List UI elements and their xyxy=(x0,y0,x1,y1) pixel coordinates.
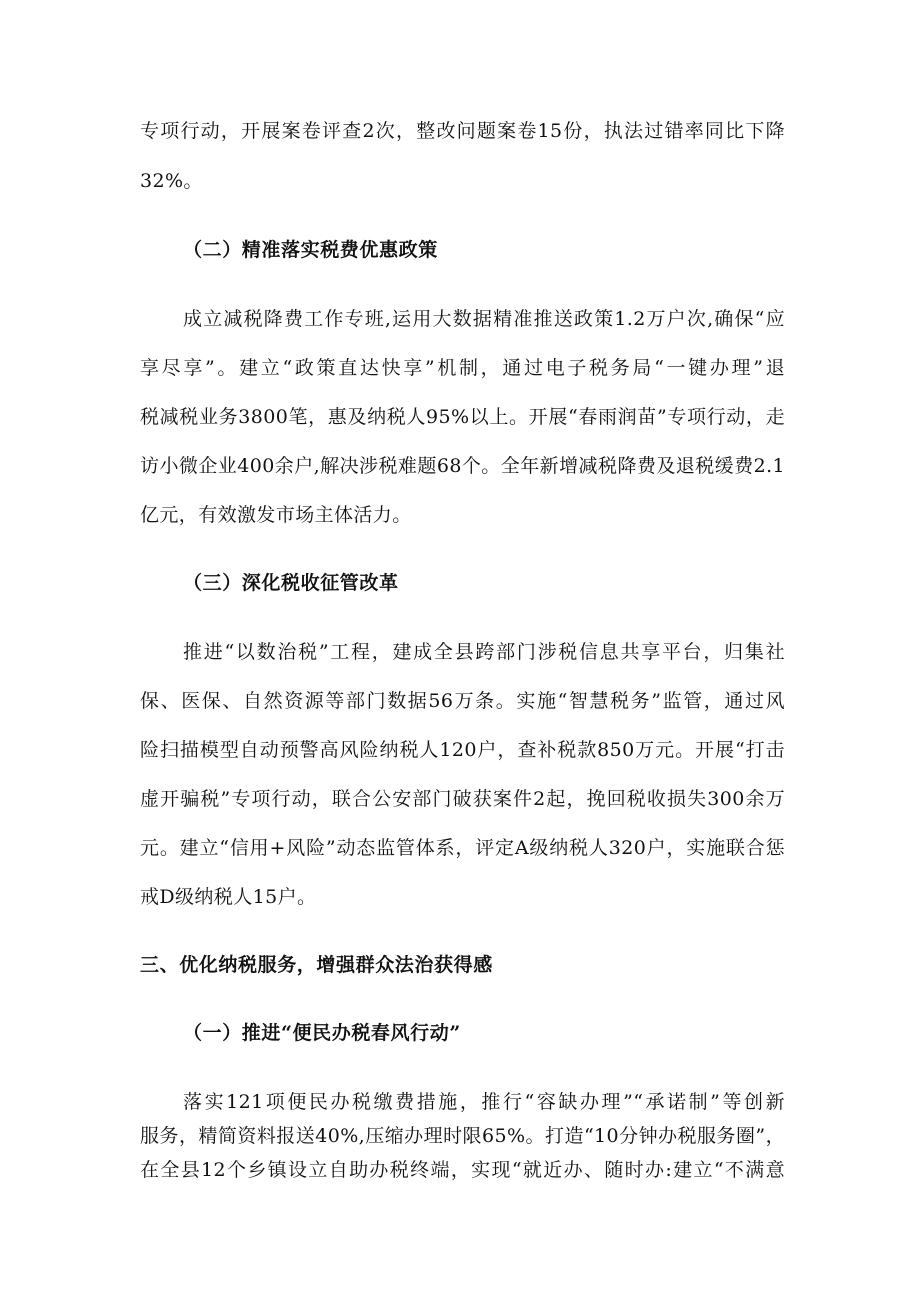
paragraph-line: 32%。 xyxy=(140,170,203,192)
section-heading: （二）精准落实税费优惠政策 xyxy=(183,239,438,261)
paragraph-line: 险扫描模型自动预警高风险纳税人120户，查补税款850万元。开展“打击 xyxy=(140,739,785,761)
section-heading: （三）深化税收征管改革 xyxy=(183,572,399,594)
paragraph-line: 访小微企业400余户,解决涉税难题68个。全年新增减税降费及退税缓费2.1 xyxy=(140,455,785,477)
paragraph-line: 服务，精简资料报送40%,压缩办理时限65%。打造“10分钟办税服务圈”， xyxy=(140,1125,785,1147)
paragraph-line: 推进“以数治税”工程，建成全县跨部门涉税信息共享平台，归集社 xyxy=(183,641,785,663)
paragraph-line: 享尽享”。建立“政策直达快享”机制，通过电子税务局“一键办理”退 xyxy=(140,357,785,379)
paragraph-line: 成立减税降费工作专班,运用大数据精准推送政策1.2万户次,确保“应 xyxy=(183,308,785,330)
paragraph-line: 戒D级纳税人15户。 xyxy=(140,886,317,908)
paragraph-line: 亿元，有效激发市场主体活力。 xyxy=(140,504,412,526)
paragraph-line: 在全县12个乡镇设立自助办税终端，实现“就近办、随时办:建立“不满意 xyxy=(140,1159,785,1181)
paragraph-line: 专项行动，开展案卷评查2次，整改问题案卷15份，执法过错率同比下降 xyxy=(140,120,785,142)
paragraph-line: 税减税业务3800笔，惠及纳税人95%以上。开展“春雨润苗”专项行动，走 xyxy=(140,406,785,428)
section-heading: （一）推进“便民办税春风行动” xyxy=(183,1022,461,1044)
paragraph-line: 保、医保、自然资源等部门数据56万条。实施“智慧税务”监管，通过风 xyxy=(140,690,785,712)
paragraph-line: 虚开骗税”专项行动，联合公安部门破获案件2起，挽回税收损失300余万 xyxy=(140,788,785,810)
chapter-heading: 三、优化纳税服务，增强群众法治获得感 xyxy=(140,954,493,976)
paragraph-line: 落实121项便民办税缴费措施，推行“容缺办理”“承诺制”等创新 xyxy=(183,1091,785,1113)
paragraph-line: 元。建立“信用+风险”动态监管体系，评定A级纳税人320户，实施联合惩 xyxy=(140,837,785,859)
